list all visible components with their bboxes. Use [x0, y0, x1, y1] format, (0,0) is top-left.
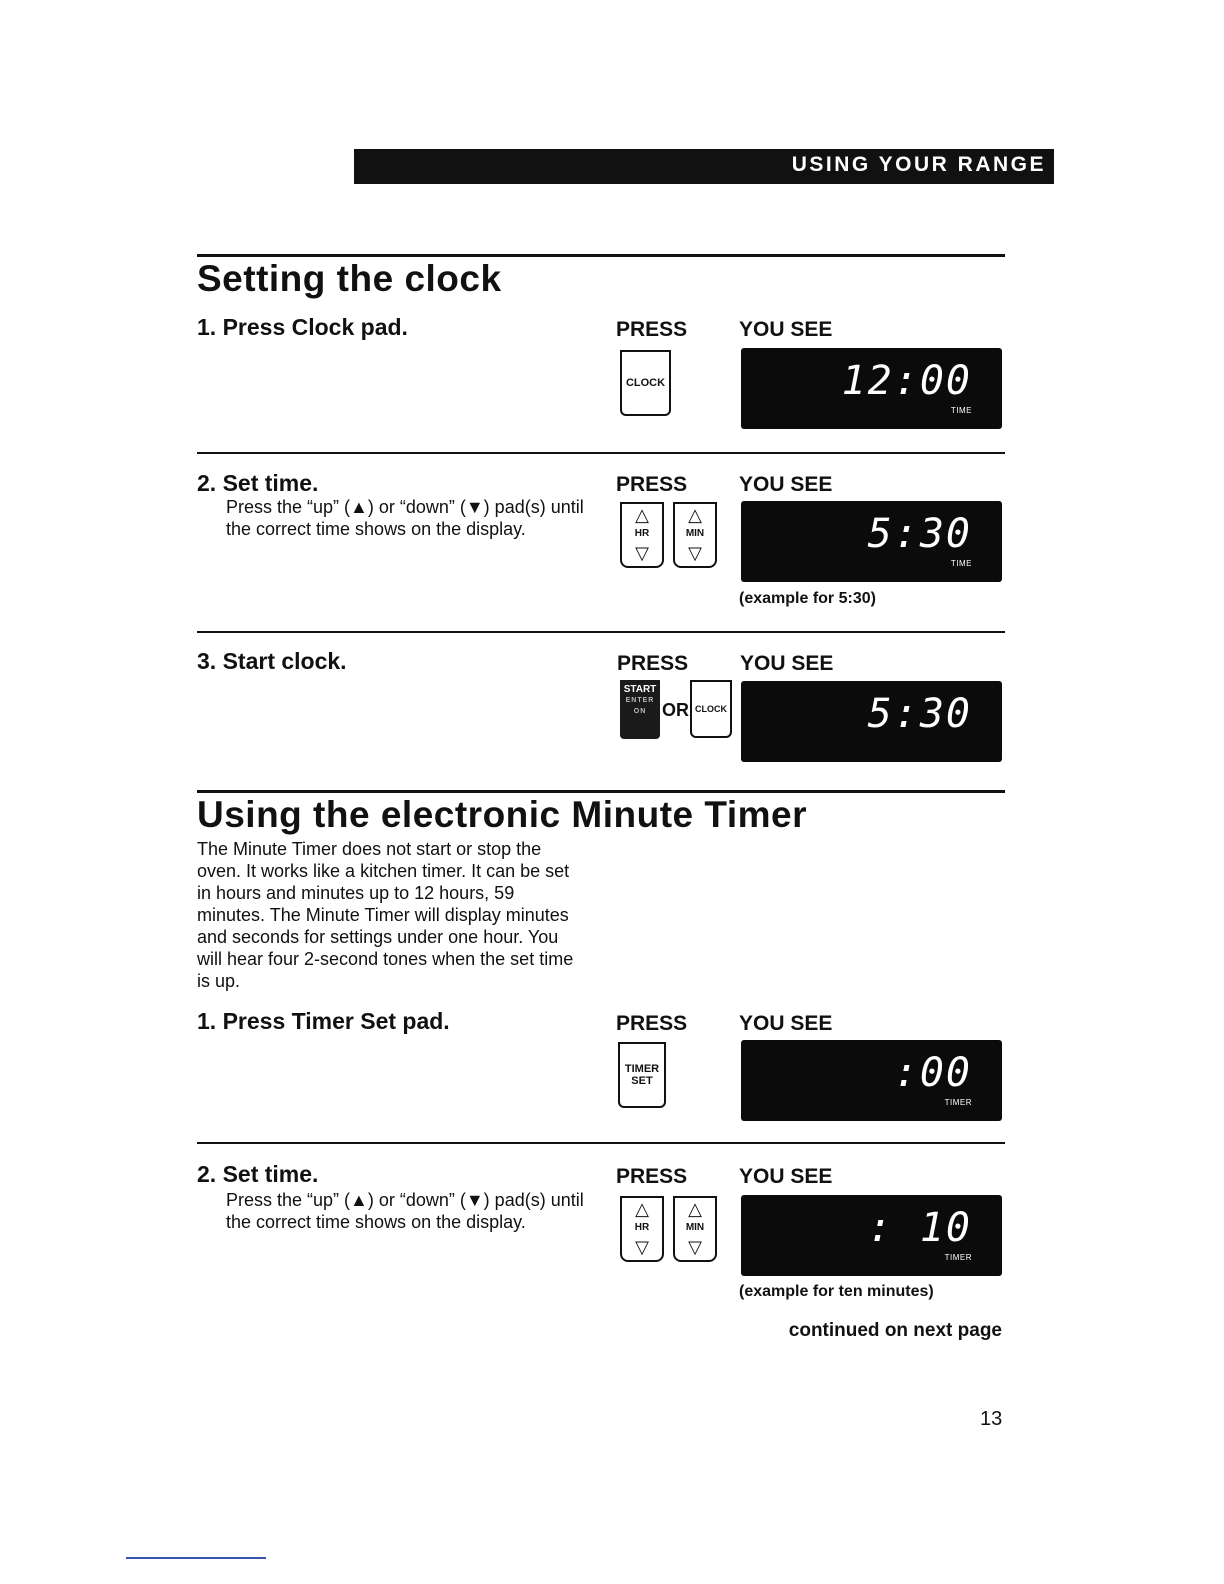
start-pad-sublabel: ON — [633, 708, 647, 715]
display-panel — [741, 501, 1002, 582]
min-pad — [673, 1196, 717, 1262]
display-panel — [741, 1195, 1002, 1276]
footer-line — [126, 1557, 266, 1559]
timer-pad-label: TIMER — [624, 1063, 660, 1075]
clock-pad: CLOCK — [690, 680, 732, 738]
display-digits: :00 — [893, 1050, 972, 1096]
press-label: PRESS — [616, 318, 688, 341]
timer-section-title: Using the electronic Minute Timer — [197, 794, 807, 835]
min-pad-label: MIN — [685, 1222, 705, 1233]
display-panel — [741, 1040, 1002, 1121]
divider — [197, 1142, 1005, 1144]
hr-pad — [620, 1196, 664, 1262]
hr-pad-label: HR — [634, 1222, 650, 1233]
display-digits: 5:30 — [867, 691, 972, 737]
start-pad-label: START — [623, 684, 657, 695]
you-see-label: YOU SEE — [739, 318, 833, 341]
up-arrow-icon: △ — [635, 1199, 649, 1219]
clock-section-title: Setting the clock — [197, 258, 502, 299]
you-see-label: YOU SEE — [739, 1165, 833, 1188]
you-see-label: YOU SEE — [739, 1012, 833, 1035]
min-pad — [673, 502, 717, 568]
press-label: PRESS — [616, 1165, 688, 1188]
banner-title: USING YOUR RANGE — [791, 153, 1046, 176]
timer-pad-label: SET — [631, 1075, 653, 1087]
display-mode: TIME — [950, 559, 972, 568]
timer-intro: The Minute Timer does not start or stop the oven. It works like a kitchen timer. It can be set in hours and minutes up to 12 hours, 59 minutes. The Minute Timer will display minutes and seconds for settings under one hour. You will hear four 2-second tones when the set time is up. — [197, 839, 574, 991]
display-panel — [741, 681, 1002, 762]
hr-pad-label: HR — [634, 528, 650, 539]
timer-set-pad — [618, 1042, 666, 1108]
display-digits: 12:00 — [841, 358, 972, 404]
divider — [197, 452, 1005, 454]
display-digits: : 10 — [867, 1205, 972, 1251]
timer-step-2-title: 2. Set time. — [197, 1161, 319, 1187]
timer-step-1-title: 1. Press Timer Set pad. — [197, 1008, 450, 1034]
up-arrow-icon: △ — [688, 505, 702, 525]
down-arrow-icon: ▽ — [688, 543, 702, 563]
example-caption: (example for 5:30) — [739, 590, 876, 607]
clock-pad: CLOCK — [620, 350, 671, 416]
display-panel — [741, 348, 1002, 429]
start-pad — [620, 680, 660, 739]
example-caption: (example for ten minutes) — [739, 1283, 934, 1300]
or-text: OR — [662, 700, 689, 720]
section-banner — [354, 149, 1054, 184]
continued-note: continued on next page — [788, 1320, 1002, 1341]
clock-step-2-body: Press the “up” (▲) or “down” (▼) pad(s) until the correct time shows on the display. — [226, 497, 584, 539]
display-digits: 5:30 — [867, 511, 972, 557]
timer-step-2-body: Press the “up” (▲) or “down” (▼) pad(s) until the correct time shows on the display. — [226, 1190, 584, 1232]
hr-pad — [620, 502, 664, 568]
page-number: 13 — [980, 1408, 1003, 1430]
you-see-label: YOU SEE — [739, 473, 833, 496]
display-mode: TIME — [950, 406, 972, 415]
down-arrow-icon: ▽ — [635, 543, 649, 563]
divider — [197, 790, 1005, 793]
up-arrow-icon: △ — [635, 505, 649, 525]
clock-step-2-title: 2. Set time. — [197, 470, 319, 496]
press-label: PRESS — [616, 1012, 688, 1035]
press-label: PRESS — [616, 473, 688, 496]
down-arrow-icon: ▽ — [635, 1237, 649, 1257]
divider — [197, 631, 1005, 633]
you-see-label: YOU SEE — [740, 652, 834, 675]
down-arrow-icon: ▽ — [688, 1237, 702, 1257]
display-mode: TIMER — [944, 1098, 972, 1107]
min-pad-label: MIN — [685, 528, 705, 539]
display-mode: TIMER — [944, 1253, 972, 1262]
up-arrow-icon: △ — [688, 1199, 702, 1219]
clock-step-3-title: 3. Start clock. — [197, 648, 347, 674]
divider — [197, 254, 1005, 257]
press-label: PRESS — [617, 652, 689, 675]
clock-step-1-title: 1. Press Clock pad. — [197, 314, 408, 340]
start-pad-sublabel: ENTER — [625, 697, 655, 704]
